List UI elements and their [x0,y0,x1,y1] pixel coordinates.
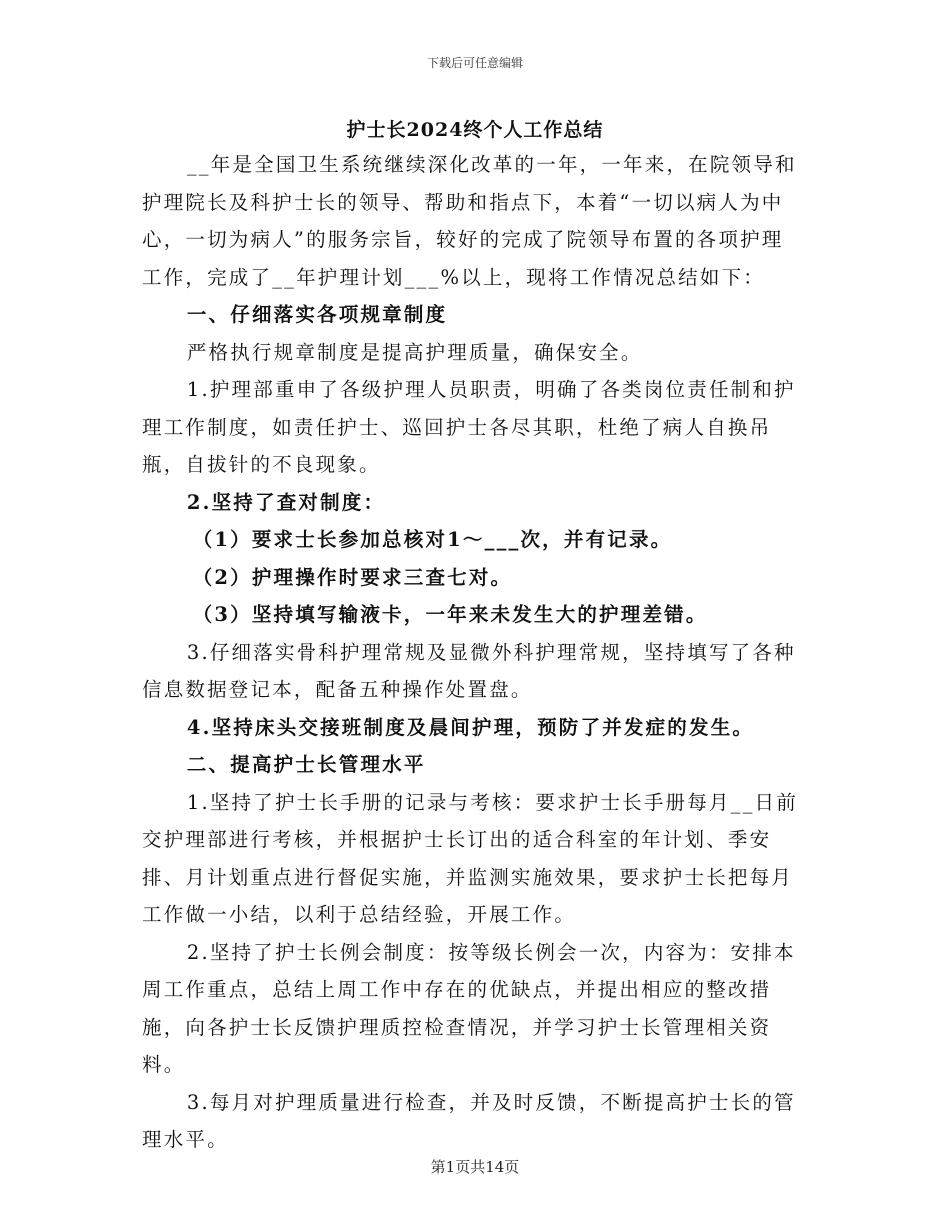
intro-paragraph: __年是全国卫生系统继续深化改革的一年，一年来，在院领导和护理院长及科护士长的领导、帮助和指点下，本着“一切以病人为中心，一切为病人”的服务宗旨，较好的完成了院领导布置的各项护理工作，完成了__年护理计划___%以上，现将工作情况总结如下： [142,153,797,289]
document-title: 护士长2024终个人工作总结 [346,119,604,141]
section-heading-2: 二、提高护士长管理水平 [186,753,426,776]
page-footer: 第1页共14页 [430,1158,520,1176]
subheading: 2.坚持了查对制度： [186,490,386,514]
body-paragraph: 3.每月对护理质量进行检查，并及时反馈，不断提高护士长的管理水平。 [142,1090,796,1151]
body-paragraph: 2.坚持了护士长例会制度：按等级长例会一次，内容为：安排本周工作重点，总结上周工作中存在的优缺点，并提出相应的整改措施，向各护士长反馈护理质控检查情况，并学习护士长管理相关资料。 [142,940,796,1076]
body-paragraph: 严格执行规章制度是提高护理质量，确保安全。 [186,340,643,364]
list-item: （2）护理操作时要求三查七对。 [192,565,513,589]
document-body [142,146,802,1159]
page-header: 下载后可任意编辑 [426,56,523,70]
list-item: （1）要求士长参加总核对1～___次，并有记录。 [192,528,673,551]
list-item: （3）坚持填写输液卡，一年来未发生大的护理差错。 [192,603,708,626]
body-paragraph: 3.仔细落实骨科护理常规及显微外科护理常规，坚持填写了各种信息数据登记本，配备五种操作处置盘。 [142,640,796,701]
subheading: 4.坚持床头交接班制度及晨间护理，预防了并发症的发生。 [186,715,755,739]
section-heading-1: 一、仔细落实各项规章制度 [186,303,448,326]
body-paragraph: 1.护理部重申了各级护理人员职责，明确了各类岗位责任制和护理工作制度，如责任护士、巡回护士各尽其职，杜绝了病人自换吊瓶，自拔针的不良现象。 [142,378,796,476]
body-paragraph: 1.坚持了护士长手册的记录与考核：要求护士长手册每月__日前交护理部进行考核，并根据护士长订出的适合科室的年计划、季安排、月计划重点进行督促实施，并监测实施效果，要求护士长把每月工作做一小结，以利于总结经验，开展工作。 [142,790,798,926]
